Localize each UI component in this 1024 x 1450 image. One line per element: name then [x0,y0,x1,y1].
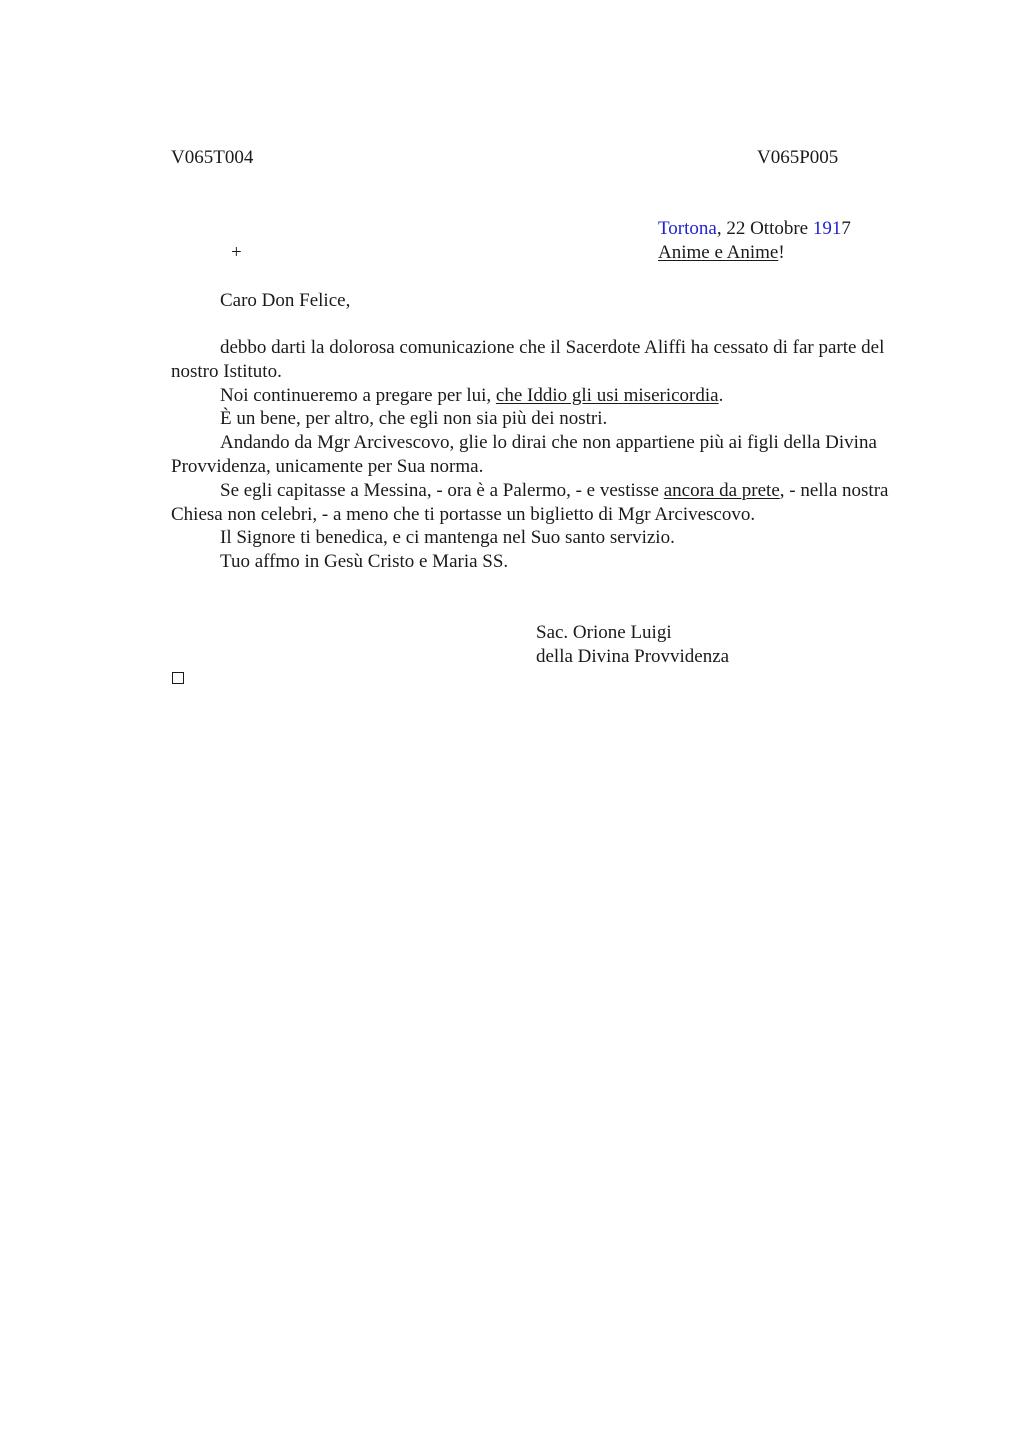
paragraph-1: debbo darti la dolorosa comunicazione che il Sacerdote Aliffi ha cessato di far parte del nostro Istituto. [171,337,885,382]
dateline-place: Tortona [658,218,717,239]
salutation: Caro Don Felice, [220,290,351,311]
dateline-year-blue: 191 [812,218,842,239]
paragraph-5-start: Se egli capitasse a Messina, - ora è a Palermo, - e vestisse [220,479,664,501]
paragraph-2-start: Noi continueremo a pregare per lui, [220,384,496,406]
document-code-left: V065T004 [171,147,254,168]
letter-body [171,336,916,574]
motto-exclamation: ! [778,242,785,263]
document-code-right: V065P005 [757,147,839,168]
paragraph-5-end: , - nella nostra Chiesa non celebri, - a meno che ti portasse un biglietto di Mgr Arcivescovo. [171,479,889,525]
paragraph-2-underlined: che Iddio gli usi misericordia [495,384,719,406]
signature-title: della Divina Provvidenza [536,646,730,667]
dateline-year-end: 7 [841,218,851,239]
dateline-date: , 22 Ottobre [716,218,813,239]
end-square-mark [172,672,184,684]
motto-text: Anime e Anime [658,242,779,263]
paragraph-4: Andando da Mgr Arcivescovo, glie lo dirai che non appartiene più ai figli della Divina Provvidenza, unicamente per Sua norma. [171,432,877,477]
paragraph-7: Tuo affmo in Gesù Cristo e Maria SS. [220,551,509,573]
cross-mark: + [231,242,242,263]
paragraph-6: Il Signore ti benedica, e ci mantenga nel Suo santo servizio. [220,527,675,549]
paragraph-3: È un bene, per altro, che egli non sia più dei nostri. [220,408,608,430]
paragraph-2-end: . [718,384,724,406]
signature-name: Sac. Orione Luigi [536,622,672,643]
paragraph-2 [171,384,916,408]
paragraph-5 [171,479,916,527]
paragraph-5-underlined: ancora da prete [663,479,780,501]
dateline [658,217,851,241]
motto [658,241,785,265]
